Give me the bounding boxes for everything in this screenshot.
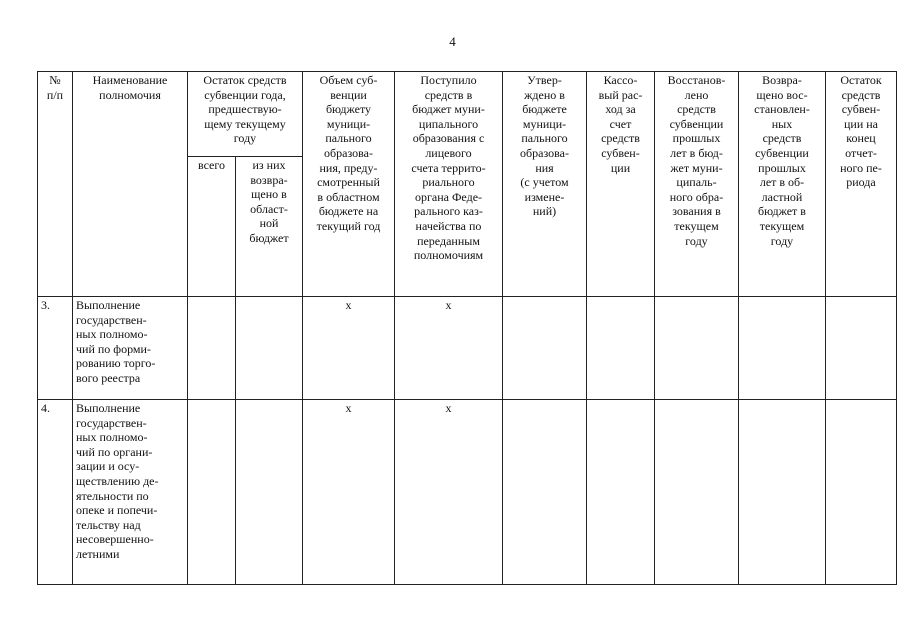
subvention-report-table	[37, 71, 897, 585]
cell-received: x	[395, 297, 503, 400]
page-number: 4	[449, 34, 456, 49]
cell-remainder-returned	[236, 297, 303, 400]
header-volume: Объем суб- венции бюджету муници- пального образова- ния, преду- смотренный в областном бюджете на текущий год	[303, 72, 395, 297]
cell-approved	[503, 297, 587, 400]
header-remainder-group: Остаток средств субвенции года, предшествую- щему текущему году	[188, 72, 303, 157]
cell-volume: x	[303, 400, 395, 585]
header-remainder-returned: из них возвра- щено в област- ной бюджет	[236, 157, 303, 297]
row-name: Выполнение государствен- ных полномо- чий по органи- зации и осу- ществлению де- ятельности по опеке и попечи- тельству над несовершенно- летними	[73, 400, 188, 585]
header-remainder-total: всего	[188, 157, 236, 297]
cell-remainder-returned	[236, 400, 303, 585]
header-approved: Утвер- ждено в бюджете муници- пального образова- ния (с учетом измене- ний)	[503, 72, 587, 297]
row-name: Выполнение государствен- ных полномо- чий по форми- рованию торго- вого реестра	[73, 297, 188, 400]
cell-restored	[655, 400, 739, 585]
cell-cash	[587, 297, 655, 400]
header-name: Наименование полномочия	[73, 72, 188, 297]
cell-remainder-total	[188, 400, 236, 585]
header-cash: Кассо- вый рас- ход за счет средств субвен- ции	[587, 72, 655, 297]
cell-end-remainder	[826, 400, 897, 585]
table-row	[38, 400, 897, 585]
header-no: № п/п	[38, 72, 73, 297]
header-received: Поступило средств в бюджет муни- ципального образования с лицевого счета террито- риального органа Феде- рального каз- начейства по переданным полномочиям	[395, 72, 503, 297]
header-restored: Восстанов- лено средств субвенции прошлых лет в бюд- жет муни- ципаль- ного обра- зования в текущем году	[655, 72, 739, 297]
cell-returned-prev	[739, 297, 826, 400]
header-end-remainder: Остаток средств субвен- ции на конец отчет- ного пе- риода	[826, 72, 897, 297]
header-row-top	[38, 72, 897, 157]
cell-received: x	[395, 400, 503, 585]
cell-cash	[587, 400, 655, 585]
row-no: 4.	[38, 400, 73, 585]
row-no: 3.	[38, 297, 73, 400]
header-returned-prev: Возвра- щено вос- становлен- ных средств субвенции прошлых лет в об- ластной бюджет в текущем году	[739, 72, 826, 297]
cell-remainder-total	[188, 297, 236, 400]
cell-volume: x	[303, 297, 395, 400]
cell-approved	[503, 400, 587, 585]
cell-end-remainder	[826, 297, 897, 400]
cell-returned-prev	[739, 400, 826, 585]
cell-restored	[655, 297, 739, 400]
table-row	[38, 297, 897, 400]
